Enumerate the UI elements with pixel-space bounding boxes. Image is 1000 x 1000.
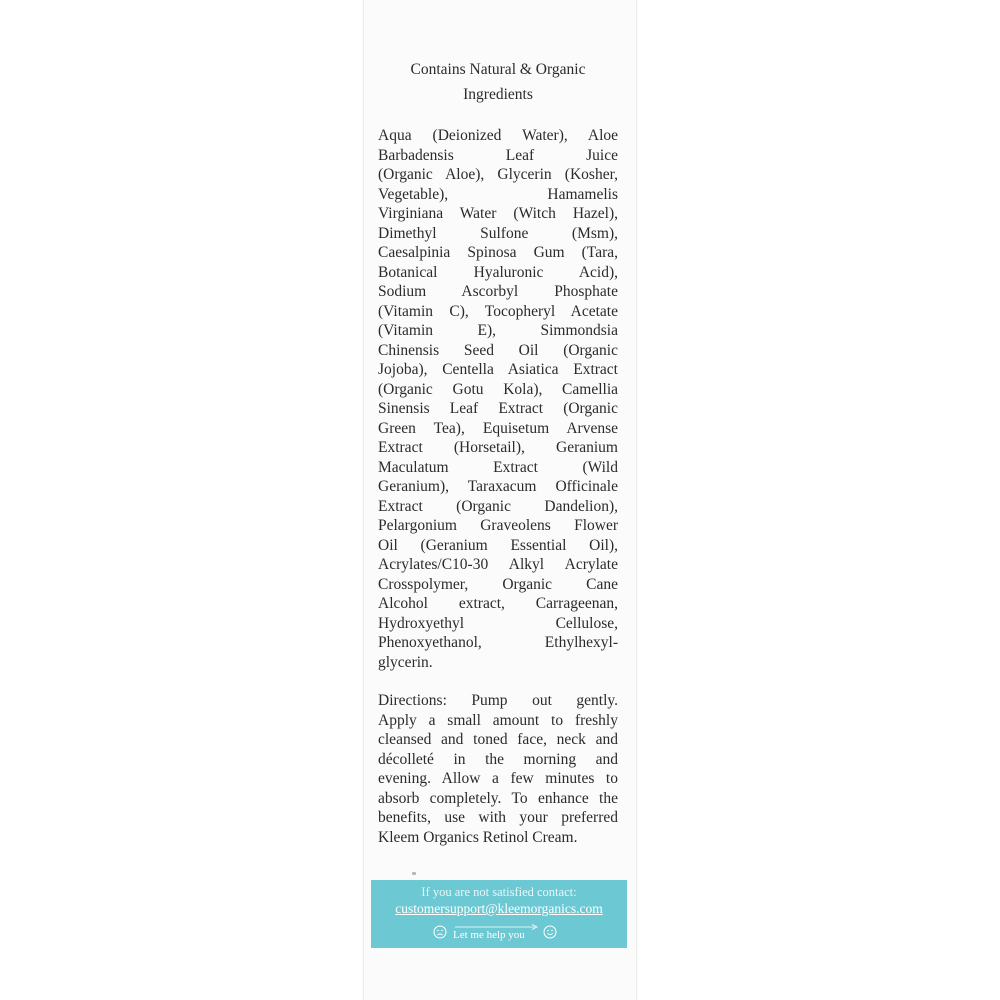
ingredients-line: Pelargonium Graveolens Flower — [378, 517, 618, 534]
ingredients-line: Hydroxyethyl Cellulose, — [378, 614, 618, 632]
ingredients-line: Dimethyl Sulfone (Msm), — [378, 224, 618, 242]
ingredients-line: (Vitamin E), Simmondsia — [378, 322, 618, 339]
ingredients-line: Crosspolymer, Organic Cane — [378, 575, 618, 593]
directions-line: Kleem Organics Retinol Cream. — [378, 828, 578, 846]
directions-line: décolleté in the morning and — [378, 750, 618, 768]
ingredients-line: Aqua (Deionized Water), Aloe — [378, 127, 618, 144]
ingredients-line: Botanical Hyaluronic Acid), — [378, 263, 618, 281]
ingredients-line: Phenoxyethanol, Ethylhexyl- — [378, 634, 618, 651]
ingredients-line: (Organic Gotu Kola), Camellia — [378, 380, 618, 398]
happy-face-icon — [543, 925, 557, 939]
print-mark — [412, 872, 416, 875]
ingredients-line: Sodium Ascorbyl Phosphate — [378, 283, 618, 300]
ingredients-line: Geranium), Taraxacum Officinale — [378, 478, 618, 495]
directions-line: Apply a small amount to freshly — [378, 711, 618, 729]
heading-line-2: Ingredients — [463, 86, 533, 103]
support-email-link[interactable]: customersupport@kleemorganics.com — [395, 901, 603, 916]
ingredients-line: Sinensis Leaf Extract (Organic — [378, 400, 618, 417]
ingredients-line: (Vitamin C), Tocopheryl Acetate — [378, 302, 618, 320]
ingredients-line: Vegetable), Hamamelis — [378, 185, 618, 203]
ingredients-line: Extract (Horsetail), Geranium — [378, 439, 618, 456]
heading-line-1: Contains Natural & Organic — [410, 61, 586, 78]
directions-text — [378, 691, 618, 847]
ingredients-line: Barbadensis Leaf Juice — [378, 146, 618, 164]
ingredients-heading — [378, 57, 618, 107]
customer-support-banner — [371, 880, 627, 948]
ingredients-line: glycerin. — [378, 653, 433, 671]
directions-line: benefits, use with your preferred — [378, 809, 618, 826]
sad-face-icon — [433, 925, 447, 939]
help-row — [433, 924, 573, 944]
ingredients-line: (Organic Aloe), Glycerin (Kosher, — [378, 166, 618, 183]
directions-line: evening. Allow a few minutes to — [378, 770, 618, 787]
ingredients-line: Extract (Organic Dandelion), — [378, 497, 618, 515]
ingredients-line: Oil (Geranium Essential Oil), — [378, 536, 618, 554]
ingredients-line: Jojoba), Centella Asiatica Extract — [378, 361, 618, 378]
ingredients-line: Chinensis Seed Oil (Organic — [378, 341, 618, 359]
ingredients-line: Green Tea), Equisetum Arvense — [378, 419, 618, 437]
ingredients-line: Virginiana Water (Witch Hazel), — [378, 205, 618, 222]
ingredients-list — [378, 126, 618, 672]
ingredients-line: Maculatum Extract (Wild — [378, 458, 618, 476]
directions-line: cleansed and toned face, neck and — [378, 731, 618, 748]
contact-prompt: If you are not satisfied contact: — [421, 885, 577, 899]
directions-line: Directions: Pump out gently. — [378, 692, 618, 709]
directions-line: absorb completely. To enhance the — [378, 789, 618, 807]
ingredients-line: Acrylates/C10-30 Alkyl Acrylate — [378, 556, 618, 573]
ingredients-line: Alcohol extract, Carrageenan, — [378, 595, 618, 612]
ingredients-line: Caesalpinia Spinosa Gum (Tara, — [378, 244, 618, 261]
help-text: Let me help you — [453, 929, 525, 941]
